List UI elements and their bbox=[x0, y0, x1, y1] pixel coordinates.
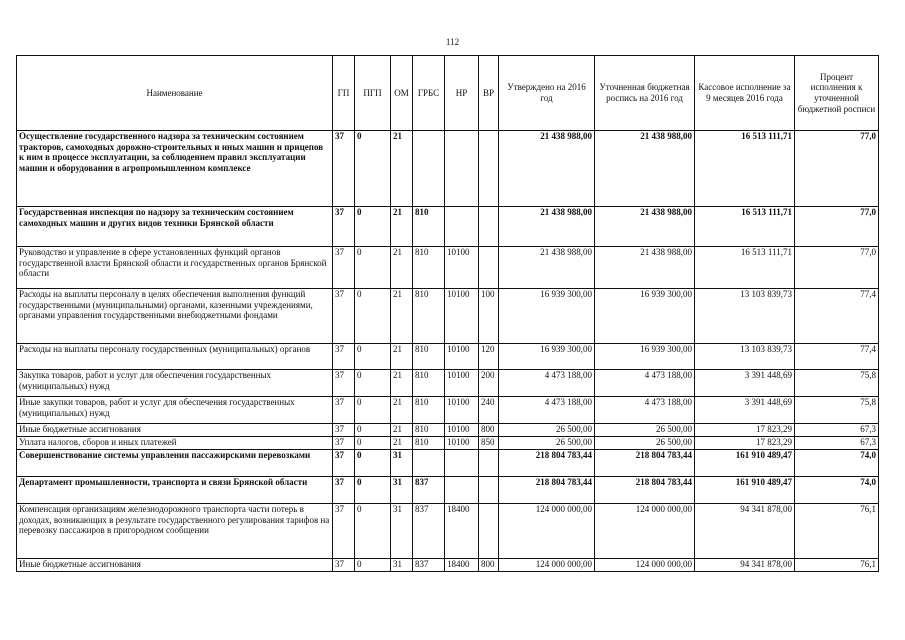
row-approved: 21 438 988,00 bbox=[499, 207, 595, 247]
row-nr: 18400 bbox=[445, 504, 479, 559]
row-gp: 37 bbox=[333, 247, 355, 289]
table-row bbox=[17, 370, 879, 397]
row-percent: 75,8 bbox=[795, 397, 879, 424]
row-percent: 74,0 bbox=[795, 477, 879, 504]
row-gp: 37 bbox=[333, 289, 355, 344]
row-percent: 75,8 bbox=[795, 370, 879, 397]
row-grbs: 810 bbox=[413, 424, 445, 437]
row-revised: 21 438 988,00 bbox=[595, 131, 695, 207]
row-pgp: 0 bbox=[355, 450, 391, 477]
row-pgp: 0 bbox=[355, 477, 391, 504]
row-gp: 37 bbox=[333, 131, 355, 207]
row-grbs bbox=[413, 131, 445, 207]
row-name: Иные бюджетные ассигнования bbox=[17, 424, 333, 437]
row-grbs: 837 bbox=[413, 504, 445, 559]
row-vr: 100 bbox=[479, 289, 499, 344]
budget-table bbox=[16, 55, 879, 572]
column-header-cash: Кассовое исполнение за 9 месяцев 2016 года bbox=[695, 56, 795, 131]
row-om: 21 bbox=[391, 344, 413, 370]
column-header-revised: Уточненная бюджетная роспись на 2016 год bbox=[595, 56, 695, 131]
row-nr bbox=[445, 477, 479, 504]
row-om: 31 bbox=[391, 450, 413, 477]
row-pgp: 0 bbox=[355, 559, 391, 572]
row-pgp: 0 bbox=[355, 207, 391, 247]
row-nr bbox=[445, 207, 479, 247]
row-percent: 67,3 bbox=[795, 424, 879, 437]
row-pgp: 0 bbox=[355, 424, 391, 437]
row-name: Расходы на выплаты персоналу в целях обеспечения выполнения функций государственными (муниципальными) органами, казенными учреждениями, органами управления государственными внебюджетными фондами bbox=[17, 289, 333, 344]
column-header-nr: НР bbox=[445, 56, 479, 131]
row-name: Закупка товаров, работ и услуг для обеспечения государственных (муниципальных) нужд bbox=[17, 370, 333, 397]
row-grbs: 837 bbox=[413, 559, 445, 572]
row-om: 21 bbox=[391, 397, 413, 424]
row-vr: 850 bbox=[479, 437, 499, 450]
row-name: Государственная инспекция по надзору за техническим состоянием самоходных машин и других видов техники Брянской области bbox=[17, 207, 333, 247]
row-approved: 21 438 988,00 bbox=[499, 131, 595, 207]
row-vr: 240 bbox=[479, 397, 499, 424]
row-pgp: 0 bbox=[355, 289, 391, 344]
row-grbs: 810 bbox=[413, 397, 445, 424]
row-cash: 17 823,29 bbox=[695, 424, 795, 437]
row-revised: 26 500,00 bbox=[595, 437, 695, 450]
row-percent: 76,1 bbox=[795, 559, 879, 572]
row-revised: 218 804 783,44 bbox=[595, 450, 695, 477]
row-pgp: 0 bbox=[355, 370, 391, 397]
row-grbs: 810 bbox=[413, 247, 445, 289]
row-nr: 10100 bbox=[445, 344, 479, 370]
row-name: Уплата налогов, сборов и иных платежей bbox=[17, 437, 333, 450]
table-row bbox=[17, 131, 879, 207]
row-om: 21 bbox=[391, 370, 413, 397]
row-percent: 67,3 bbox=[795, 437, 879, 450]
column-header-om: ОМ bbox=[391, 56, 413, 131]
row-grbs bbox=[413, 450, 445, 477]
row-name: Осуществление государственного надзора за техническим состоянием тракторов, самоходных дорожно-строительных и иных машин и прицепов к ним в процессе эксплуатации, за соблюдением правил эксплуатации машин и оборудования в агропромышленном комплексе bbox=[17, 131, 333, 207]
row-approved: 26 500,00 bbox=[499, 437, 595, 450]
row-approved: 21 438 988,00 bbox=[499, 247, 595, 289]
row-grbs: 837 bbox=[413, 477, 445, 504]
column-header-approved: Утверждено на 2016 год bbox=[499, 56, 595, 131]
row-gp: 37 bbox=[333, 437, 355, 450]
row-cash: 17 823,29 bbox=[695, 437, 795, 450]
row-name: Руководство и управление в сфере установленных функций органов государственной власти Брянской области и государственных органов Брянской области bbox=[17, 247, 333, 289]
table-row bbox=[17, 437, 879, 450]
column-header-percent: Процент исполнения к уточненной бюджетной росписи bbox=[795, 56, 879, 131]
row-cash: 3 391 448,69 bbox=[695, 370, 795, 397]
table-row bbox=[17, 247, 879, 289]
table-row bbox=[17, 207, 879, 247]
table-row bbox=[17, 344, 879, 370]
row-vr bbox=[479, 131, 499, 207]
row-approved: 16 939 300,00 bbox=[499, 344, 595, 370]
column-header-vr: ВР bbox=[479, 56, 499, 131]
table-row bbox=[17, 424, 879, 437]
table-header bbox=[17, 56, 879, 131]
row-cash: 161 910 489,47 bbox=[695, 450, 795, 477]
row-om: 31 bbox=[391, 559, 413, 572]
row-nr: 18400 bbox=[445, 559, 479, 572]
row-nr: 10100 bbox=[445, 437, 479, 450]
row-name: Иные закупки товаров, работ и услуг для обеспечения государственных (муниципальных) нужд bbox=[17, 397, 333, 424]
row-revised: 16 939 300,00 bbox=[595, 344, 695, 370]
row-vr bbox=[479, 450, 499, 477]
row-cash: 16 513 111,71 bbox=[695, 247, 795, 289]
table-row bbox=[17, 450, 879, 477]
row-om: 31 bbox=[391, 477, 413, 504]
row-percent: 77,4 bbox=[795, 344, 879, 370]
row-gp: 37 bbox=[333, 207, 355, 247]
row-om: 21 bbox=[391, 247, 413, 289]
row-name: Департамент промышленности, транспорта и связи Брянской области bbox=[17, 477, 333, 504]
row-om: 21 bbox=[391, 131, 413, 207]
row-revised: 21 438 988,00 bbox=[595, 247, 695, 289]
row-vr bbox=[479, 247, 499, 289]
row-name: Расходы на выплаты персоналу государственных (муниципальных) органов bbox=[17, 344, 333, 370]
row-name: Компенсация организациям железнодорожного транспорта части потерь в доходах, возникающих в результате государственного регулирования тарифов на перевозку пассажиров в пригородном сообщении bbox=[17, 504, 333, 559]
row-percent: 76,1 bbox=[795, 504, 879, 559]
row-cash: 16 513 111,71 bbox=[695, 207, 795, 247]
row-gp: 37 bbox=[333, 344, 355, 370]
row-grbs: 810 bbox=[413, 344, 445, 370]
row-cash: 13 103 839,73 bbox=[695, 289, 795, 344]
row-revised: 218 804 783,44 bbox=[595, 477, 695, 504]
row-pgp: 0 bbox=[355, 437, 391, 450]
row-approved: 218 804 783,44 bbox=[499, 477, 595, 504]
row-pgp: 0 bbox=[355, 344, 391, 370]
row-gp: 37 bbox=[333, 559, 355, 572]
table-row bbox=[17, 289, 879, 344]
row-approved: 124 000 000,00 bbox=[499, 559, 595, 572]
row-pgp: 0 bbox=[355, 504, 391, 559]
row-om: 21 bbox=[391, 289, 413, 344]
row-percent: 74,0 bbox=[795, 450, 879, 477]
row-approved: 124 000 000,00 bbox=[499, 504, 595, 559]
row-revised: 21 438 988,00 bbox=[595, 207, 695, 247]
row-cash: 13 103 839,73 bbox=[695, 344, 795, 370]
row-name: Иные бюджетные ассигнования bbox=[17, 559, 333, 572]
row-vr bbox=[479, 207, 499, 247]
row-om: 21 bbox=[391, 207, 413, 247]
row-vr: 200 bbox=[479, 370, 499, 397]
row-gp: 37 bbox=[333, 477, 355, 504]
row-nr: 10100 bbox=[445, 247, 479, 289]
row-name: Совершенствование системы управления пассажирскими перевозками bbox=[17, 450, 333, 477]
row-percent: 77,0 bbox=[795, 131, 879, 207]
row-approved: 218 804 783,44 bbox=[499, 450, 595, 477]
row-nr: 10100 bbox=[445, 397, 479, 424]
table-row bbox=[17, 504, 879, 559]
table-row bbox=[17, 397, 879, 424]
row-om: 21 bbox=[391, 424, 413, 437]
row-vr: 800 bbox=[479, 559, 499, 572]
row-percent: 77,4 bbox=[795, 289, 879, 344]
row-gp: 37 bbox=[333, 370, 355, 397]
row-cash: 16 513 111,71 bbox=[695, 131, 795, 207]
row-nr bbox=[445, 450, 479, 477]
row-pgp: 0 bbox=[355, 131, 391, 207]
row-nr: 10100 bbox=[445, 424, 479, 437]
row-percent: 77,0 bbox=[795, 207, 879, 247]
row-revised: 16 939 300,00 bbox=[595, 289, 695, 344]
row-nr bbox=[445, 131, 479, 207]
row-nr: 10100 bbox=[445, 370, 479, 397]
page-number: 112 bbox=[445, 37, 460, 47]
column-header-grbs: ГРБС bbox=[413, 56, 445, 131]
row-gp: 37 bbox=[333, 397, 355, 424]
row-om: 21 bbox=[391, 437, 413, 450]
row-om: 31 bbox=[391, 504, 413, 559]
row-vr bbox=[479, 477, 499, 504]
row-nr: 10100 bbox=[445, 289, 479, 344]
row-approved: 4 473 188,00 bbox=[499, 370, 595, 397]
column-header-name: Наименование bbox=[17, 56, 333, 131]
row-revised: 124 000 000,00 bbox=[595, 559, 695, 572]
row-grbs: 810 bbox=[413, 370, 445, 397]
column-header-gp: ГП bbox=[333, 56, 355, 131]
row-approved: 16 939 300,00 bbox=[499, 289, 595, 344]
row-pgp: 0 bbox=[355, 397, 391, 424]
table-row bbox=[17, 477, 879, 504]
table-row bbox=[17, 559, 879, 572]
row-cash: 161 910 489,47 bbox=[695, 477, 795, 504]
row-vr: 800 bbox=[479, 424, 499, 437]
row-grbs: 810 bbox=[413, 207, 445, 247]
row-percent: 77,0 bbox=[795, 247, 879, 289]
row-cash: 94 341 878,00 bbox=[695, 559, 795, 572]
column-header-pgp: ПГП bbox=[355, 56, 391, 131]
row-vr bbox=[479, 504, 499, 559]
row-revised: 4 473 188,00 bbox=[595, 370, 695, 397]
row-cash: 94 341 878,00 bbox=[695, 504, 795, 559]
row-approved: 26 500,00 bbox=[499, 424, 595, 437]
row-revised: 124 000 000,00 bbox=[595, 504, 695, 559]
row-gp: 37 bbox=[333, 504, 355, 559]
row-gp: 37 bbox=[333, 424, 355, 437]
row-revised: 26 500,00 bbox=[595, 424, 695, 437]
row-vr: 120 bbox=[479, 344, 499, 370]
row-cash: 3 391 448,69 bbox=[695, 397, 795, 424]
row-gp: 37 bbox=[333, 450, 355, 477]
row-approved: 4 473 188,00 bbox=[499, 397, 595, 424]
row-grbs: 810 bbox=[413, 437, 445, 450]
row-grbs: 810 bbox=[413, 289, 445, 344]
row-revised: 4 473 188,00 bbox=[595, 397, 695, 424]
row-pgp: 0 bbox=[355, 247, 391, 289]
